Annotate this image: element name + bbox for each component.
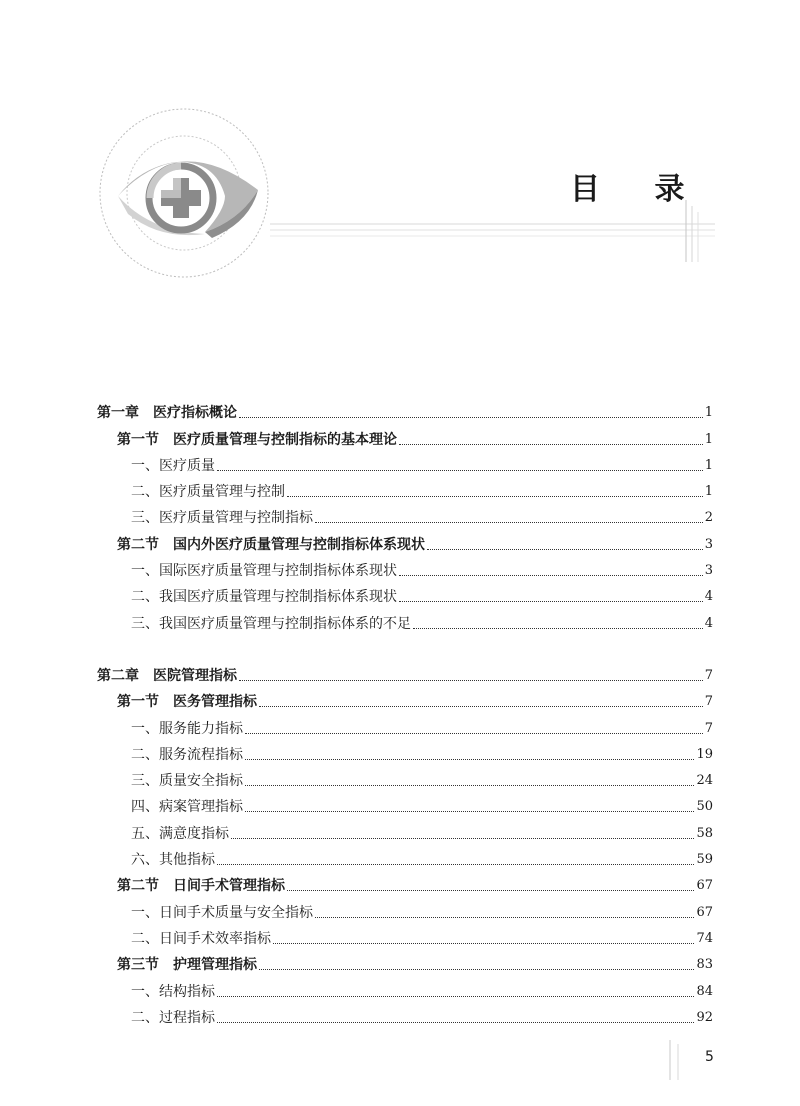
section-title: 医务管理指标 (173, 694, 257, 711)
toc-item[interactable] (97, 475, 713, 501)
item-title: 六、其他指标 (131, 852, 215, 869)
page-ref: 2 (704, 510, 713, 526)
page-ref: 3 (704, 536, 713, 552)
dot-leader (259, 968, 694, 970)
page-ref: 59 (696, 852, 713, 868)
page-ref: 67 (696, 904, 713, 920)
section-number: 第二节 (117, 878, 173, 895)
dot-leader (217, 863, 694, 865)
item-title: 一、医疗质量 (131, 457, 215, 474)
page-ref: 1 (704, 457, 713, 473)
item-title: 四、病案管理指标 (131, 799, 243, 816)
section-number: 第三节 (117, 957, 173, 974)
toc-item[interactable] (97, 554, 713, 580)
dot-leader (239, 416, 703, 418)
section-number: 第一节 (117, 694, 173, 711)
page-number: 5 (705, 1049, 714, 1065)
dot-leader (245, 758, 694, 760)
dot-leader (273, 942, 694, 944)
toc-item[interactable] (97, 974, 713, 1000)
toc-item[interactable] (97, 738, 713, 764)
item-title: 一、服务能力指标 (131, 720, 243, 737)
page-ref: 1 (704, 484, 713, 500)
toc-section[interactable] (97, 948, 713, 974)
dot-leader (245, 784, 694, 786)
section-number: 第一节 (117, 431, 173, 448)
chapter-title: 医疗指标概论 (153, 405, 237, 422)
dot-leader (245, 732, 703, 734)
dot-leader (259, 705, 703, 707)
toc-item[interactable] (97, 711, 713, 737)
dot-leader (287, 495, 703, 497)
item-title: 二、我国医疗质量管理与控制指标体系现状 (131, 589, 397, 606)
toc-section[interactable] (97, 422, 713, 448)
toc-item[interactable] (97, 1001, 713, 1027)
toc-item[interactable] (97, 895, 713, 921)
dot-leader (217, 995, 694, 997)
page-ref: 83 (696, 957, 713, 973)
page-ref: 84 (696, 983, 713, 999)
page-ref: 74 (696, 930, 713, 946)
toc-item[interactable] (97, 843, 713, 869)
page-ref: 3 (704, 563, 713, 579)
dot-leader (245, 810, 694, 812)
dot-leader (217, 469, 703, 471)
toc-section[interactable] (97, 869, 713, 895)
page-ref: 58 (696, 825, 713, 841)
dot-leader (427, 548, 703, 550)
header-graphic (0, 0, 800, 300)
item-title: 一、结构指标 (131, 983, 215, 1000)
dot-leader (287, 889, 694, 891)
page-ref: 7 (704, 720, 713, 736)
item-title: 三、医疗质量管理与控制指标 (131, 510, 313, 527)
item-title: 三、我国医疗质量管理与控制指标体系的不足 (131, 615, 411, 632)
item-title: 五、满意度指标 (131, 825, 229, 842)
page-ref: 19 (696, 746, 713, 762)
chapter-number: 第一章 (97, 405, 153, 422)
dot-leader (399, 600, 703, 602)
toc-item[interactable] (97, 449, 713, 475)
page-ref: 7 (704, 694, 713, 710)
section-title: 医疗质量管理与控制指标的基本理论 (173, 431, 397, 448)
dot-leader (217, 1021, 694, 1023)
section-title: 国内外医疗质量管理与控制指标体系现状 (173, 536, 425, 553)
toc-chapter[interactable] (97, 659, 713, 685)
toc-chapter[interactable] (97, 396, 713, 422)
page-ref: 67 (696, 878, 713, 894)
dot-leader (399, 443, 703, 445)
toc-item[interactable] (97, 816, 713, 842)
item-title: 二、日间手术效率指标 (131, 930, 271, 947)
item-title: 二、过程指标 (131, 1009, 215, 1026)
dot-leader (231, 837, 694, 839)
dot-leader (413, 627, 703, 629)
toc-section[interactable] (97, 527, 713, 553)
toc-item[interactable] (97, 580, 713, 606)
page-ref: 50 (696, 799, 713, 815)
page-title: 目 录 (570, 172, 707, 207)
page-ref: 1 (704, 405, 713, 421)
toc-section[interactable] (97, 685, 713, 711)
dot-leader (399, 574, 703, 576)
dot-leader (239, 679, 703, 681)
dot-leader (315, 521, 703, 523)
footer-decoration (660, 1040, 690, 1080)
table-of-contents (97, 396, 713, 1027)
chapter-gap (97, 633, 713, 659)
toc-item[interactable] (97, 764, 713, 790)
page-ref: 1 (704, 431, 713, 447)
item-title: 一、国际医疗质量管理与控制指标体系现状 (131, 563, 397, 580)
section-title: 护理管理指标 (173, 957, 257, 974)
chapter-number: 第二章 (97, 667, 153, 684)
toc-item[interactable] (97, 606, 713, 632)
page-ref: 92 (696, 1009, 713, 1025)
toc-item[interactable] (97, 501, 713, 527)
chapter-title: 医院管理指标 (153, 667, 237, 684)
section-title: 日间手术管理指标 (173, 878, 285, 895)
item-title: 二、医疗质量管理与控制 (131, 484, 285, 501)
page-ref: 24 (696, 773, 713, 789)
page-ref: 7 (704, 667, 713, 683)
section-number: 第二节 (117, 536, 173, 553)
item-title: 三、质量安全指标 (131, 773, 243, 790)
page-ref: 4 (704, 615, 713, 631)
dot-leader (315, 916, 694, 918)
toc-item[interactable] (97, 922, 713, 948)
toc-item[interactable] (97, 790, 713, 816)
item-title: 一、日间手术质量与安全指标 (131, 904, 313, 921)
item-title: 二、服务流程指标 (131, 746, 243, 763)
page-ref: 4 (704, 589, 713, 605)
